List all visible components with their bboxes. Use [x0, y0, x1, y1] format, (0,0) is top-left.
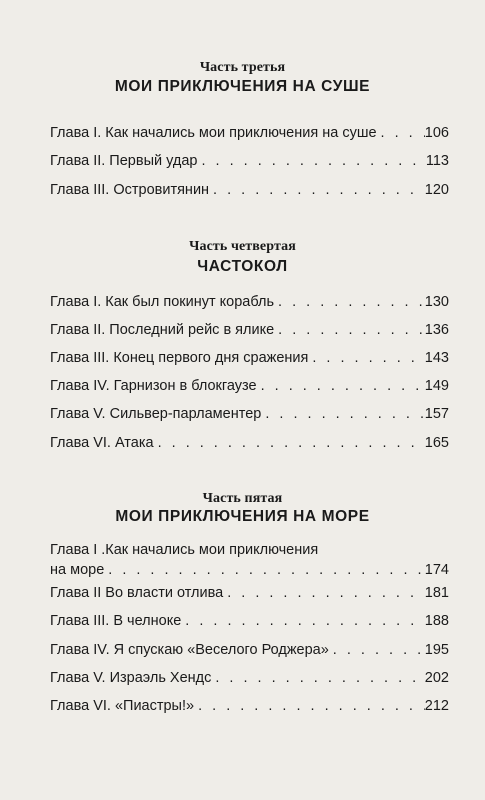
toc-entry[interactable]: [50, 669, 449, 687]
toc-entry[interactable]: [50, 540, 449, 580]
part-title: МОИ ПРИКЛЮЧЕНИЯ НА СУШЕ: [114, 78, 371, 95]
page-number: 181: [424, 585, 449, 601]
toc-entry[interactable]: [50, 641, 449, 659]
page-number: 212: [424, 698, 449, 714]
page-number: 174: [424, 562, 449, 578]
leader-dots: [257, 377, 425, 395]
chapter-title: Глава VI. Атака: [50, 435, 154, 451]
chapter-title: Глава VI. «Пиастры!»: [50, 698, 195, 714]
chapter-title: Глава II Во власти отлива: [50, 585, 224, 601]
leader-dots: [104, 560, 425, 580]
leader-dots: [211, 669, 424, 687]
toc-entry[interactable]: [50, 124, 449, 142]
toc-entry[interactable]: [50, 293, 449, 311]
leader-dots: [181, 612, 425, 630]
chapter-title: Глава IV. Гарнизон в блокгаузе: [50, 378, 257, 394]
chapter-title: Глава IV. Я спускаю «Веселого Роджера»: [50, 642, 329, 658]
chapter-title: Глава III. В челноке: [50, 613, 182, 629]
leader-dots: [197, 152, 425, 170]
chapter-title: Глава II. Последний рейс в ялике: [50, 322, 275, 338]
toc-entry[interactable]: [50, 612, 449, 630]
leader-dots: [194, 697, 425, 715]
toc-entry[interactable]: [50, 405, 449, 423]
toc-entry[interactable]: [50, 349, 449, 367]
leader-dots: [308, 349, 424, 367]
part-label: Часть четвертая: [189, 239, 296, 254]
toc-entry[interactable]: [50, 377, 449, 395]
page-number: 143: [424, 350, 449, 366]
page-number: 149: [424, 378, 449, 394]
page-number: 195: [424, 642, 449, 658]
chapter-title: Глава III. Конец первого дня сражения: [50, 350, 309, 366]
chapter-title-line1: Глава I .Как начались мои приключения: [50, 542, 319, 558]
page-number: 202: [424, 670, 449, 686]
toc-entry[interactable]: [50, 434, 449, 452]
chapter-title: Глава III. Островитянин: [50, 182, 210, 198]
leader-dots: [377, 124, 425, 142]
part-label: Часть третья: [199, 60, 286, 75]
chapter-title: на море: [50, 562, 105, 578]
part-label: Часть пятая: [202, 491, 283, 506]
leader-dots: [274, 321, 425, 339]
page-number: 106: [424, 125, 449, 141]
toc-entry[interactable]: [50, 697, 449, 715]
leader-dots: [154, 434, 425, 452]
toc-entry[interactable]: [50, 584, 449, 602]
page-number: 188: [424, 613, 449, 629]
toc-entry[interactable]: [50, 152, 449, 170]
toc-entry[interactable]: [50, 181, 449, 199]
chapter-title: Глава V. Израэль Хендс: [50, 670, 212, 686]
leader-dots: [261, 405, 424, 423]
chapter-title: Глава I. Как был покинут корабль: [50, 294, 275, 310]
part-title: ЧАСТОКОЛ: [197, 258, 288, 275]
page-number: 130: [424, 294, 449, 310]
page-number: 120: [424, 182, 449, 198]
leader-dots: [274, 293, 425, 311]
page-number: 113: [425, 153, 449, 169]
part-title: МОИ ПРИКЛЮЧЕНИЯ НА МОРЕ: [115, 508, 370, 525]
toc-entry[interactable]: [50, 321, 449, 339]
leader-dots: [329, 641, 425, 659]
chapter-title: Глава V. Сильвер-парламентер: [50, 406, 262, 422]
page-number: 157: [424, 406, 449, 422]
chapter-title: Глава I. Как начались мои приключения на суше: [50, 125, 377, 141]
leader-dots: [209, 181, 425, 199]
chapter-title: Глава II. Первый удар: [50, 153, 198, 169]
leader-dots: [223, 584, 425, 602]
page-number: 136: [424, 322, 449, 338]
page-number: 165: [424, 435, 449, 451]
